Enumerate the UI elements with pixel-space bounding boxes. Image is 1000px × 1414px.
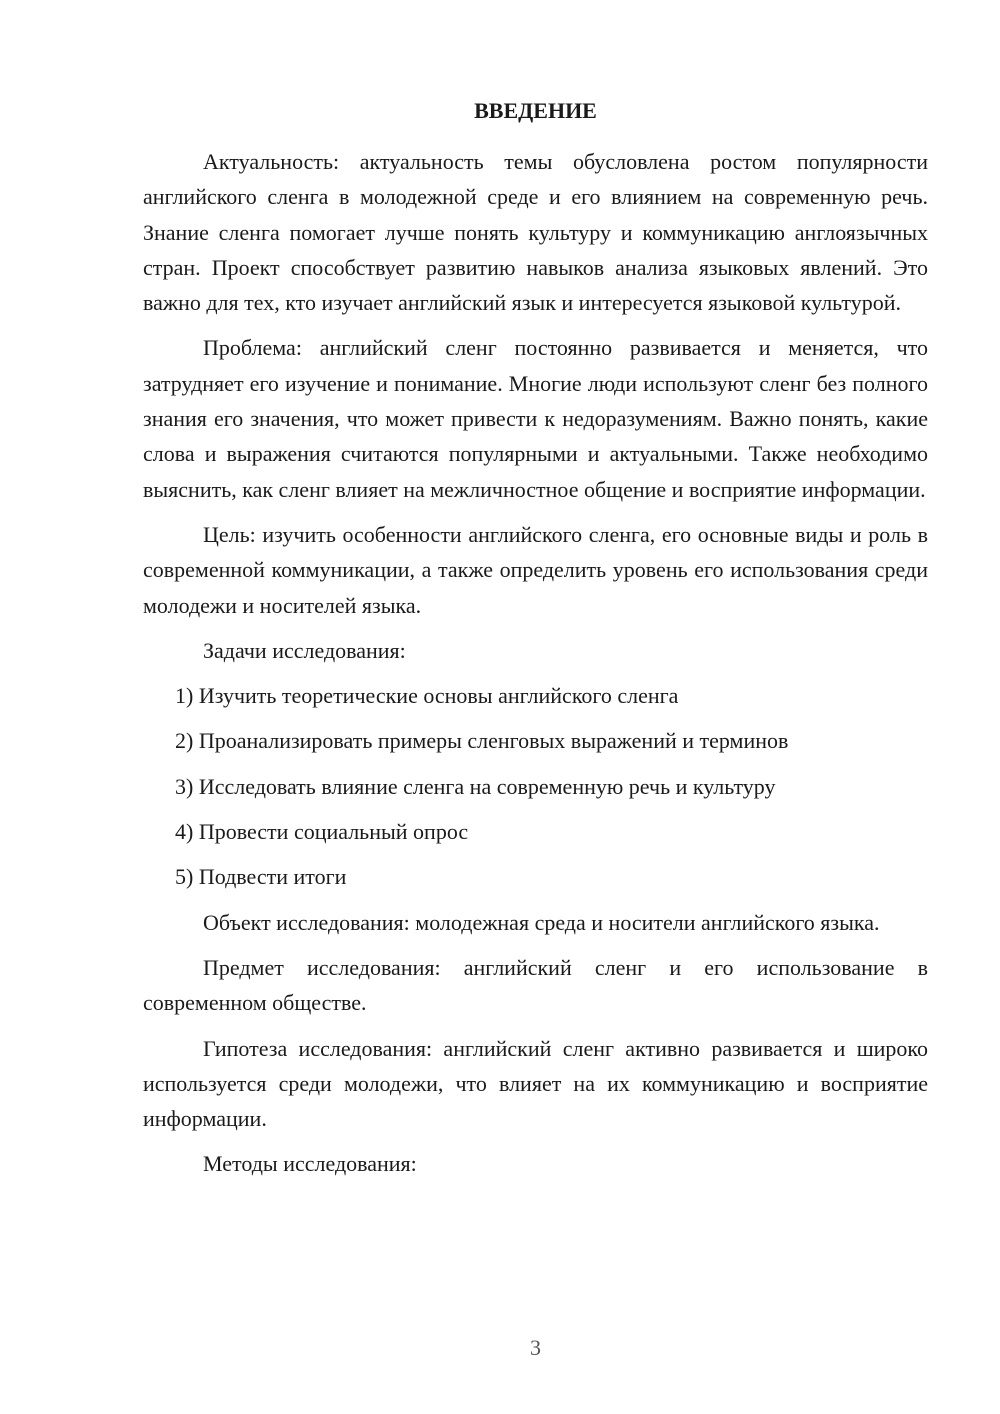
document-page [143,0,928,1414]
paragraph-hypothesis: Гипотеза исследования: английский сленг активно развивается и широко используется среди молодежи, что влияет на их коммуникацию и восприятие информации. [143,1035,928,1132]
paragraph-object: Объект исследования: молодежная среда и носители английского языка. [203,909,880,935]
task-item-3: 3) Исследовать влияние сленга на современную речь и культуру [175,773,776,799]
paragraph-methods: Методы исследования: [203,1151,417,1177]
paragraph-problem: Проблема: английский сленг постоянно развивается и меняется, что затрудняет его изучение и понимание. Многие люди используют сленг без полного знания его значения, что может привести к недоразумениям. Важно понять, какие слова и выражения считаются популярными и актуальными. Также необходимо выяснить, как сленг влияет на межличностное общение и восприятие информации. [143,335,928,502]
task-item-4: 4) Провести социальный опрос [175,819,469,845]
section-title: ВВЕДЕНИЕ [474,98,597,123]
body-text [143,144,928,1192]
paragraph-subject: Предмет исследования: английский сленг и его использование в современном обществе. [143,954,928,1016]
task-item-1: 1) Изучить теоретические основы английского сленга [175,683,679,709]
paragraph-relevance: Актуальность: актуальность темы обусловлена ростом популярности английского сленга в молодежной среде и его влиянием на современную речь. Знание сленга помогает лучше понять культуру и коммуникацию англоязычных стран. Проект способствует развитию навыков анализа языковых явлений. Это важно для тех, кто изучает английский язык и интересуется языковой культурой. [143,149,928,316]
paragraph-tasks-heading: Задачи исследования: [203,637,406,663]
task-item-5: 5) Подвести итоги [175,864,347,890]
task-item-2: 2) Проанализировать примеры сленговых выражений и терминов [175,728,789,754]
page-number: 3 [530,1335,541,1360]
paragraph-goal: Цель: изучить особенности английского сленга, его основные виды и роль в современной коммуникации, а также определить уровень его использования среди молодежи и носителей языка. [143,521,928,618]
